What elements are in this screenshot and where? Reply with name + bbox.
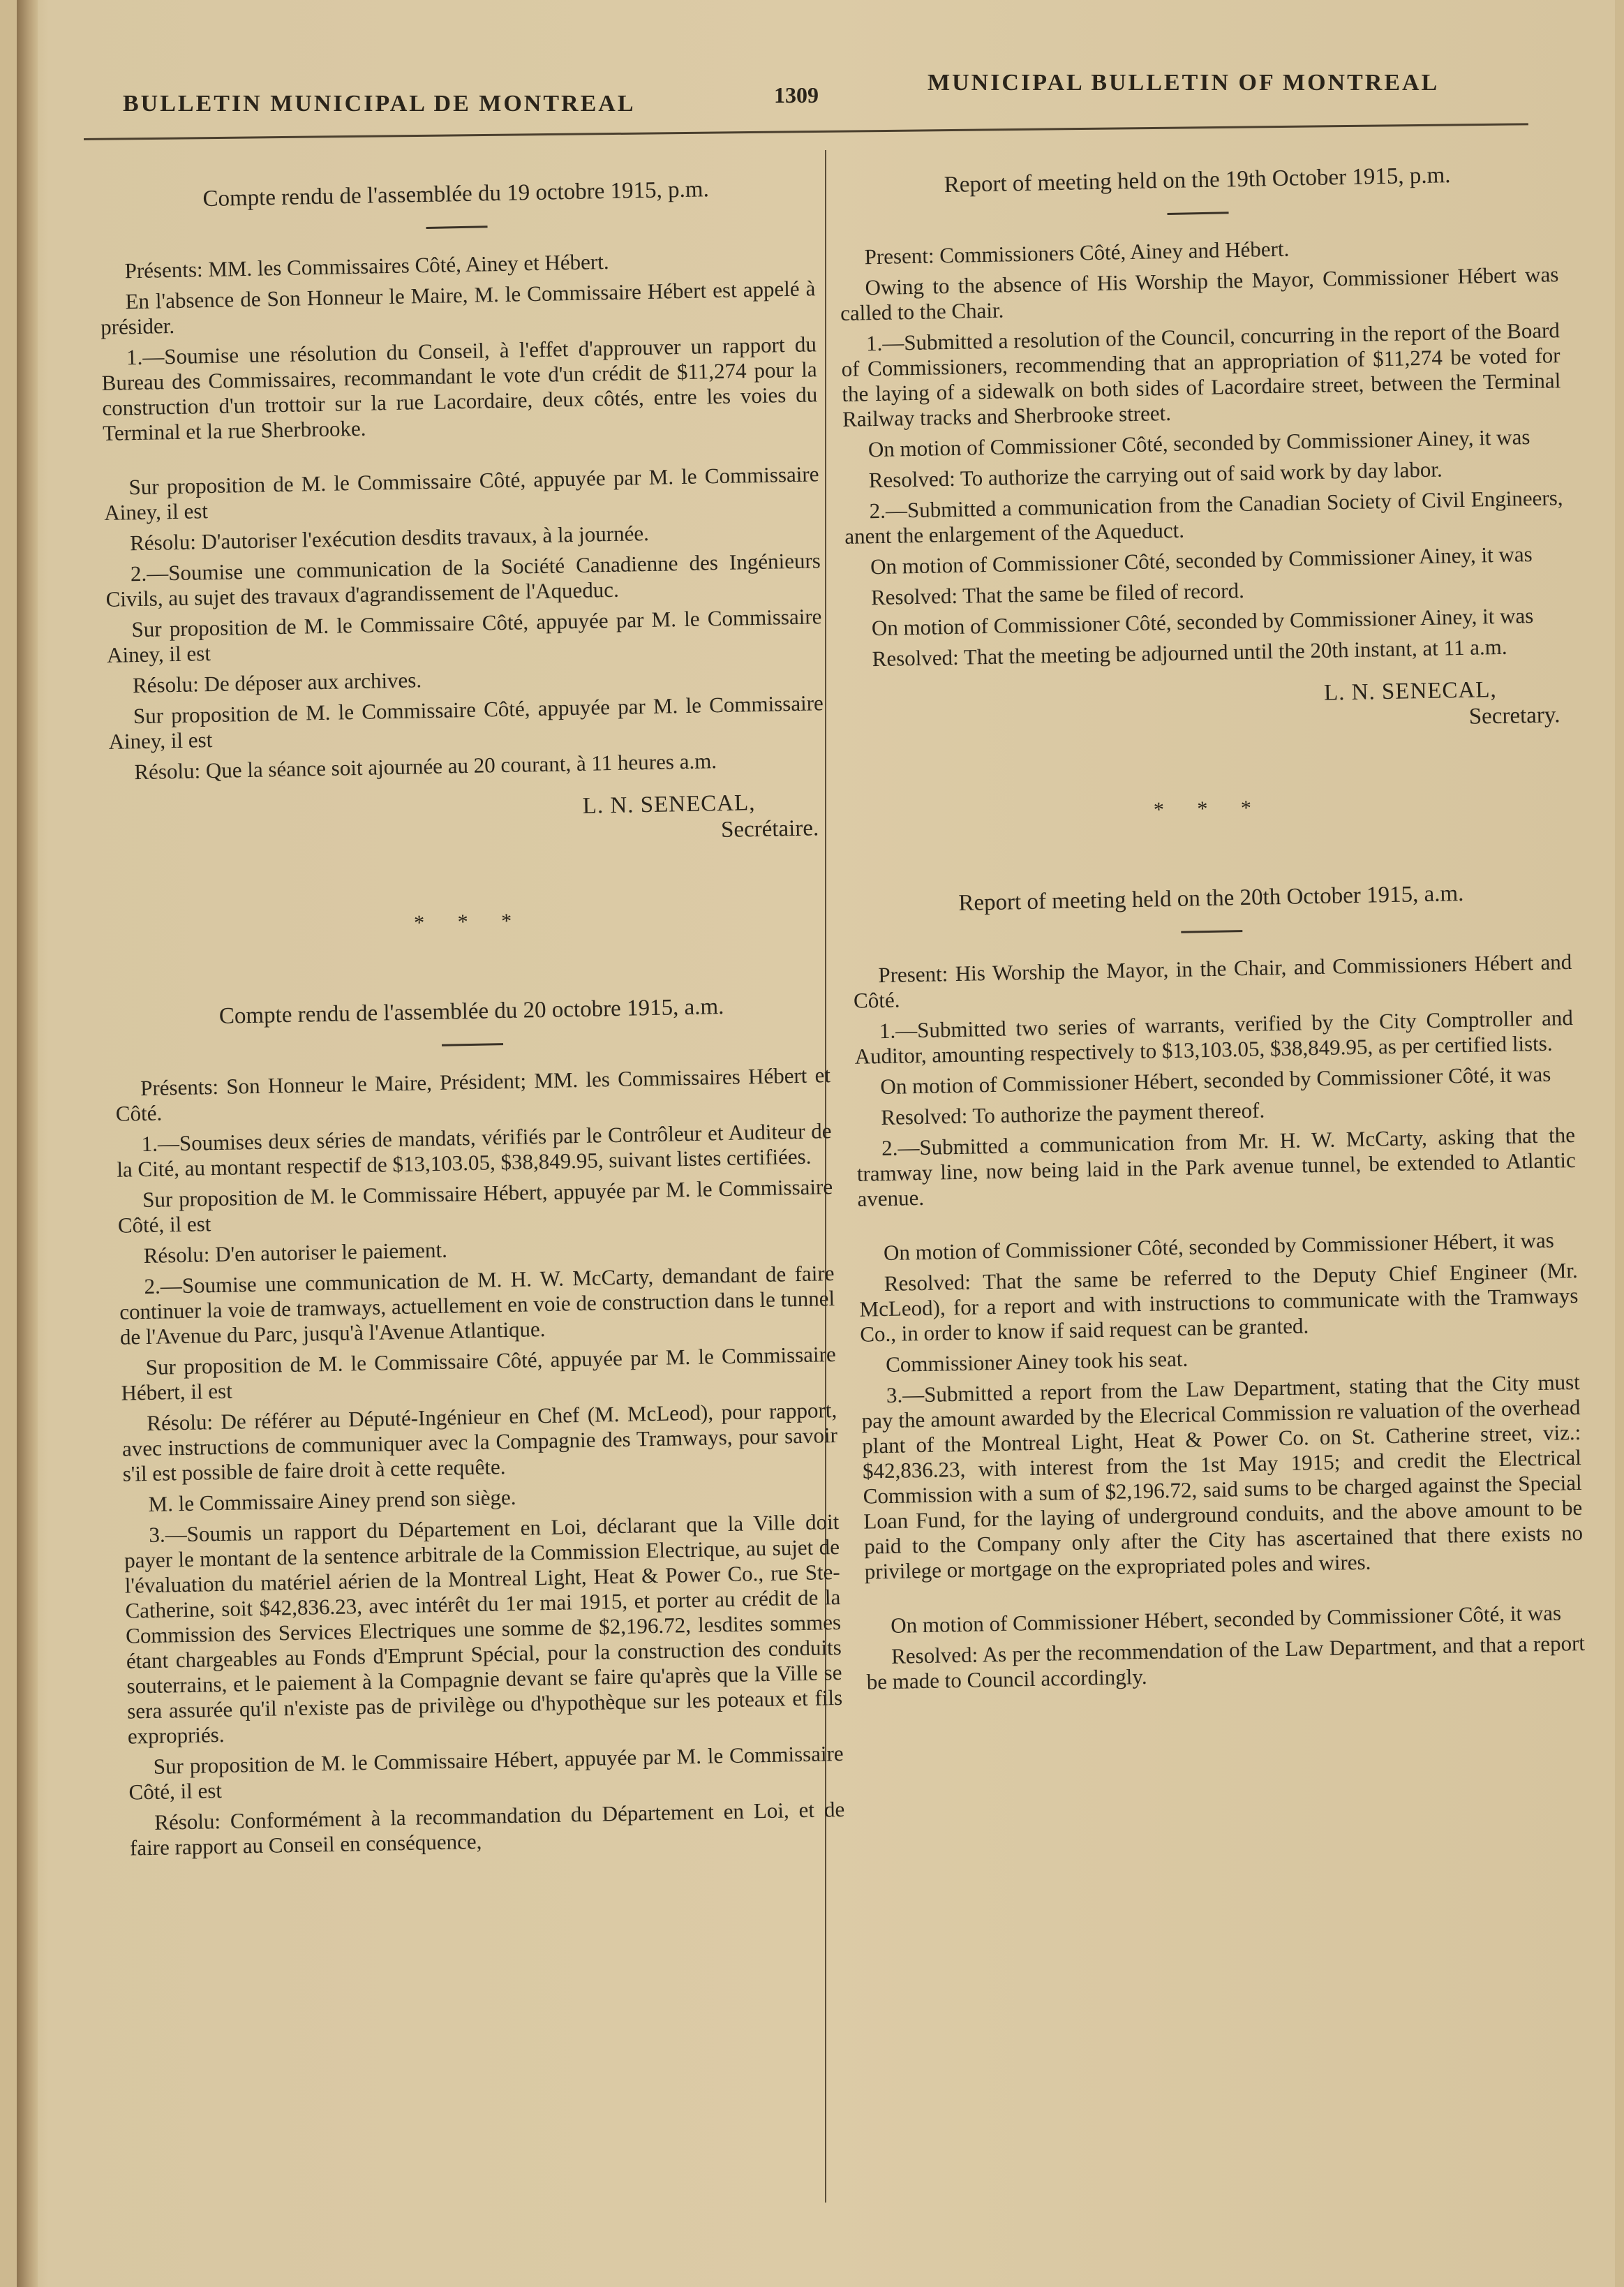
section-separator: * * * [1153,796,1266,822]
signature-block [848,675,1567,742]
motion: Sur proposition de M. le Commissaire Côté, appuyée par M. le Commissaire Hébert, il est [121,1342,836,1405]
motion: Sur proposition de M. le Commissaire Côté, appuyée par M. le Commissaire Ainey, il est [106,604,822,667]
motion: Sur proposition de M. le Commissaire Côté, appuyée par M. le Commissaire Ainey, il est [108,690,824,754]
motion: Sur proposition de M. le Commissaire Hébert, appuyée par M. le Commissaire Côté, il est [117,1174,833,1238]
attendance: Present: Commissioners Côté, Ainey and Hébert. [864,236,1290,269]
heading-rule [1181,930,1242,933]
motion: On motion of Commissioner Hébert, seconded by Commissioner Côté, it was [880,1061,1551,1100]
meeting-heading: Compte rendu de l'assemblée du 20 octobre 1915, a.m. [218,993,724,1029]
motion: On motion of Commissioner Hébert, seconded by Commissioner Côté, it was [890,1600,1562,1638]
agenda-item: 2.—Soumise une communication de la Société Canadienne des Ingénieurs Civils, au sujet des travaux d'agrandissement de l'Aqueduc. [105,548,821,612]
resolution: Résolu: Conformément à la recommandation du Département en Loi, et de faire rapport au Conseil en conséquence, [129,1796,845,1860]
agenda-item: 2.—Submitted a communication from Mr. H. W. McCarty, asking that the tramway line, now being laid in the Park avenue tunnel, be extended to Atlantic avenue. [856,1122,1577,1211]
motion: Sur proposition de M. le Commissaire Hébert, appuyée par M. le Commissaire Côté, il est [128,1740,844,1805]
french-column [98,161,845,1866]
meeting-heading: Report of meeting held on the 20th October 1915, a.m. [958,880,1464,916]
header-french-title: BULLETIN MUNICIPAL DE MONTREAL [123,91,636,117]
resolution: Resolved: That the same be referred to the Deputy Chief Engineer (Mr. McLeod), for a report and with instructions to communicate with the Tramways Co., in order to know if said request can be granted. [859,1257,1579,1347]
motion: On motion of Commissioner Côté, seconded by Commissioner Hébert, it was [883,1227,1555,1266]
secretary-title: Secretary. [1468,702,1560,730]
seat-note: Commissioner Ainey took his seat. [885,1346,1189,1377]
agenda-item: 2.—Submitted a communication from the Canadian Society of Civil Engineers, anent the enlargement of the Aqueduct. [844,485,1563,549]
resolution: Résolu: D'en autoriser le paiement. [143,1237,448,1268]
resolution: Résolu: De déposer aux archives. [132,667,422,698]
agenda-item: 2.—Soumise une communication de M. H. W. McCarty, demandant de faire continuer la voie de tramways, actuellement en voie de construction dans le tunnel de l'Avenue du Parc, jusqu'à l'Avenue Atlantique. [119,1261,835,1349]
heading-rule [1168,212,1229,215]
secretary-name: L. N. SENECAL, [582,790,756,819]
motion: Sur proposition de M. le Commissaire Côté, appuyée par M. le Commissaire Ainey, il est [103,461,819,525]
resolution: Resolved: As per the recommendation of the Law Department, and that a report be made to Council accordingly. [866,1630,1586,1694]
page-header [17,70,1615,126]
section-separator: * * * [413,909,526,935]
resolution: Resolved: That the same be filed of record. [870,577,1245,610]
header-rule [84,123,1528,140]
attendance: Présents: MM. les Commissaires Côté, Ainey et Hébert. [124,249,609,283]
chair-note: Owing to the absence of His Worship the Mayor, Commissioner Hébert was called to the Chair. [840,262,1559,325]
bulletin-page [17,0,1615,2287]
agenda-item: 1.—Soumise une résolution du Conseil, à l'effet d'approuver un rapport du Bureau des Commissaires, recommandant le vote d'un crédit de $11,274 pour la construction d'un trottoir sur la rue Lacordaire, deux côtés, entre les voies du Terminal et la rue Sherbrooke. [101,332,818,445]
motion: On motion of Commissioner Côté, seconded by Commissioner Ainey, it was [870,541,1533,579]
page-binding-edge [17,0,38,2287]
seat-note: M. le Commissaire Ainey prend son siège. [148,1484,516,1516]
resolution: Resolved: To authorize the carrying out of said work by day labor. [868,457,1443,493]
meeting-heading: Compte rendu de l'assemblée du 19 octobre 1915, p.m. [202,177,710,212]
resolution: Résolu: Que la séance soit ajournée au 20 courant, à 11 heures a.m. [134,748,717,785]
english-column [837,147,1586,1700]
meeting-heading: Report of meeting held on the 19th October 1915, p.m. [944,163,1451,198]
signature-block [110,788,826,855]
motion: On motion of Commissioner Côté, seconded by Commissioner Ainey, it was [867,424,1530,462]
resolution: Résolu: De référer au Député-Ingénieur en Chef (M. McLeod), pour rapport, avec instructions de communiquer avec la Compagnie des Tramways, pour savoir s'il est possible de faire droit à cette requête. [121,1397,838,1486]
agenda-item: 3.—Submitted a report from the Law Department, stating that the City must pay the amount awarded by the Elecrical Commission re valuation of the overhead plant of the Montreal Light, Heat & Power Co. on St. Catherine street, viz.: $42,836.23, with interest from the 1st May 1915; and credit the Electrical Commission with a sum of $2,196.72, said sums to be charged against the Special Loan Fund, for the laying of underground conduits, and the above amount to be paid to the Company only after the City has ascertained that there exists no privilege or mortgage on the expropriated poles and wires. [861,1369,1584,1584]
header-english-title: MUNICIPAL BULLETIN OF MONTREAL [928,70,1440,96]
resolution: Resolved: To authorize the payment thereof. [880,1097,1265,1130]
heading-rule [442,1043,503,1046]
page-number: 1309 [774,82,819,108]
resolution: Resolved: That the meeting be adjourned until the 20th instant, at 11 a.m. [872,634,1507,672]
chair-note: En l'absence de Son Honneur le Maire, M. le Commissaire Hébert est appelé à présider. [100,276,816,339]
secretary-name: L. N. SENECAL, [1323,677,1498,706]
heading-rule [426,225,487,229]
agenda-item: 1.—Submitted two series of warrants, verified by the City Comptroller and Auditor, amounting respectively to $13,103.05, $38,849.95, as per certified lists. [854,1005,1574,1069]
agenda-item: 1.—Submitted a resolution of the Council, concurring in the report of the Board of Commissioners, recommending that an appropriation of $11,274 be voted for the laying of a sidewalk on both sides of Lacordaire street, between the Terminal Railway tracks and Sherbrooke street. [841,318,1561,431]
attendance: Present: His Worship the Mayor, in the Chair, and Commissioners Hébert and Côté. [853,949,1572,1013]
agenda-item: 3.—Soumis un rapport du Département en Loi, déclarant que la Ville doit payer le montant de la sentence arbitrale de la Commission Electrique, au sujet de l'évaluation du matériel aérien de la Montreal Light, Heat & Power Co., rue Ste-Catherine, soit $42,836.23, avec intérêt du 1er mai 1915, et porter au crédit de la Commission des Services Electriques une somme de $2,196.72, lesdites sommes étant chargeables au Fonds d'Emprunt Spécial, pour la construction des conduits souterrains, et le paiement à la Compagnie devant se faire qu'après que la Ville se sera assurée qu'il n'existe pas de privilège ou d'hypothèque sur les poteaux et fils expropriés. [124,1509,843,1749]
agenda-item: 1.—Soumises deux séries de mandats, vérifiés par le Contrôleur et Auditeur de la Cité, au montant respectif de $13,103.05, $38,849.95, suivant listes certifiées. [117,1118,832,1182]
motion: On motion of Commissioner Côté, seconded by Commissioner Ainey, it was [871,602,1534,641]
secretary-title: Secrétaire. [720,815,819,843]
attendance: Présents: Son Honneur le Maire, Président; MM. les Commissaires Hébert et Côté. [115,1063,831,1126]
resolution: Résolu: D'autoriser l'exécution desdits travaux, à la journée. [129,520,650,556]
